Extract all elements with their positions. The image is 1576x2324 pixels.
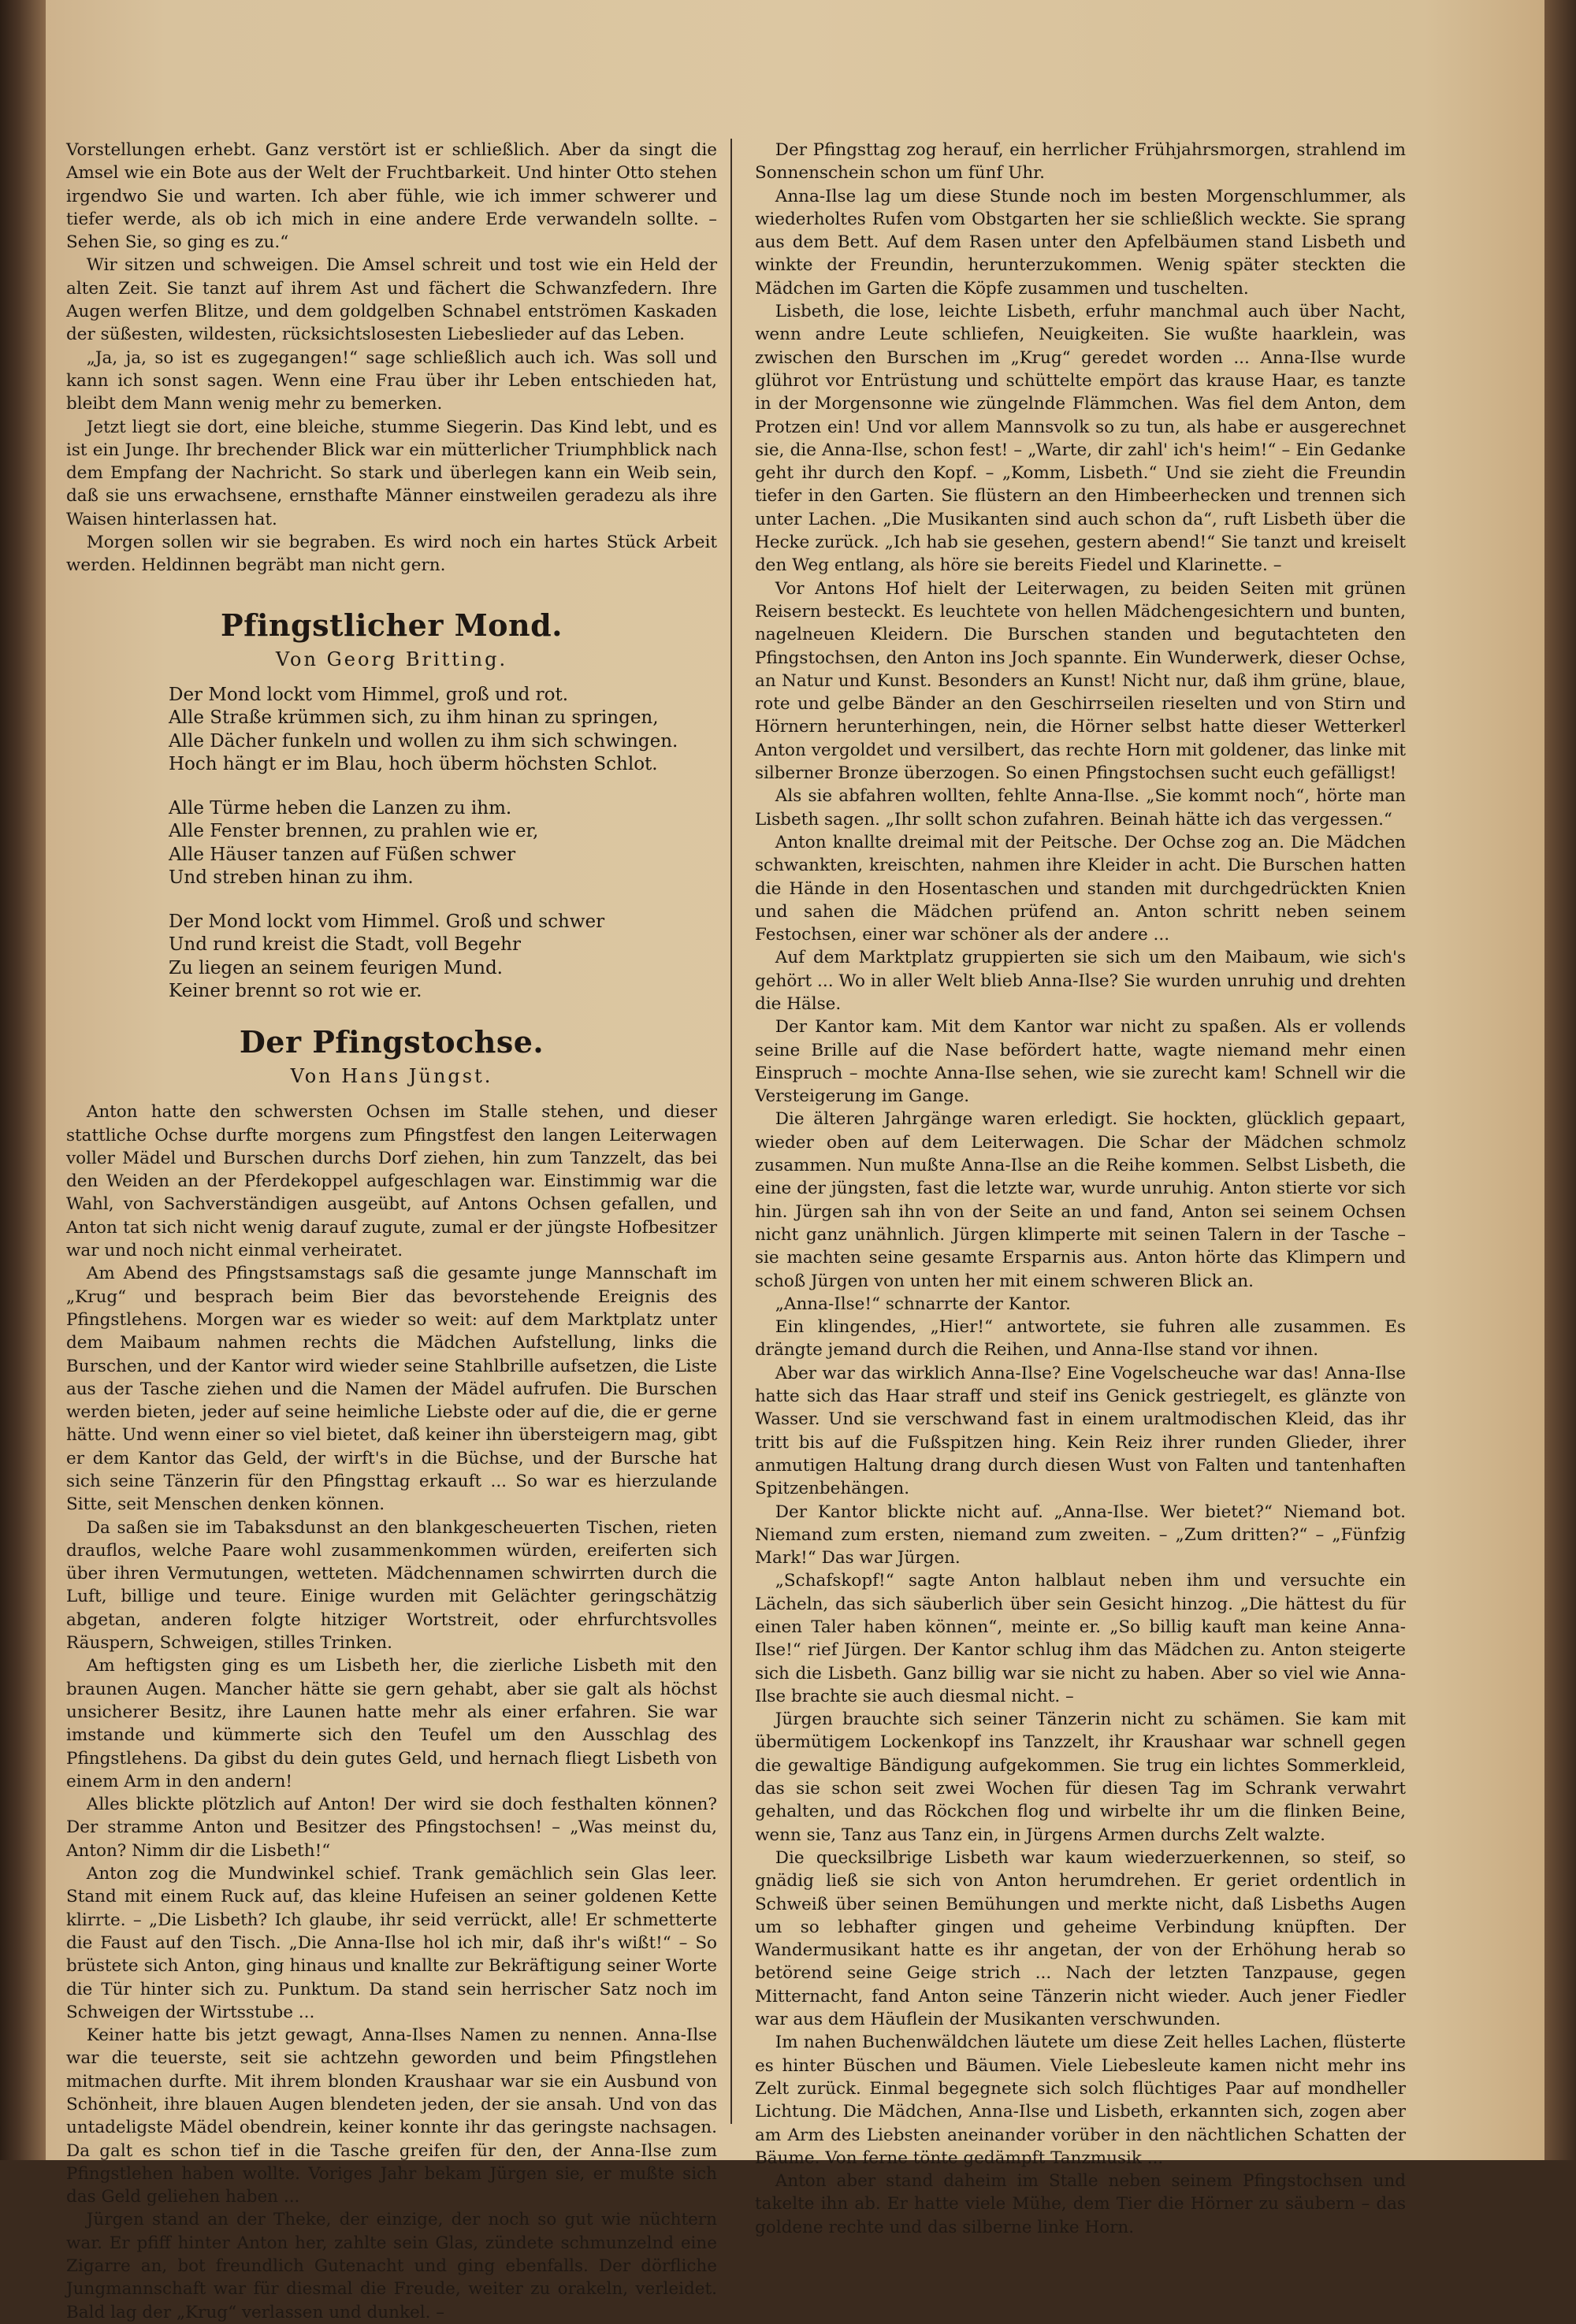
paragraph: Der Kantor kam. Mit dem Kantor war nicht zu spaßen. Als er vollends seine Brille auf die Nase befördert hatte, wagte niemand mehr einen Einspruch – mochte Anna-Ilse sehen, wie sie zurecht kam! Schnell wir die Versteigerung im Gange. — [755, 1017, 1406, 1107]
paragraph: Anna-Ilse lag um diese Stunde noch im besten Morgenschlummer, als wiederholtes Rufen vom Obstgarten her sie schließlich weckte. Sie sprang aus dem Bett. Auf dem Rasen unter den Apfelbäumen stand Lisbeth und winkte der Freundin, herunterzukommen. Wenig später steckten die Mädchen im Garten die Köpfe zusammen und tuschelten. — [755, 186, 1406, 299]
paragraph: Der Pfingsttag zog herauf, ein herrlicher Frühjahrsmorgen, strahlend im Sonnenschein schon um fünf Uhr. — [755, 140, 1406, 184]
story-continuation — [66, 139, 717, 577]
poem-line: Keiner brennt so rot wie er. — [169, 981, 422, 1002]
right-column — [755, 139, 1406, 2237]
paragraph: Anton hatte den schwersten Ochsen im Stalle stehen, und dieser stattliche Ochse durfte morgens zum Pfingstfest den langen Leiterwagen voller Mädel und Burschen durchs Dorf ziehen, hin zum Tanzzelt, das bei den Weiden an der Pferdekoppel aufgeschlagen war. Einstimmig war die Wahl, von Sachverständigen ausgeübt, auf Antons Ochsen gefallen, und Anton tat sich nicht wenig darauf zugute, zumal er der jüngste Hofbesitzer war und noch nicht einmal verheiratet. — [66, 1102, 717, 1261]
poem-line: Alle Häuser tanzen auf Füßen schwer — [169, 844, 516, 865]
paragraph: Jürgen brauchte sich seiner Tänzerin nicht zu schämen. Sie kam mit übermütigem Lockenkopf ins Tanzzelt, ihr Kraushaar war schnell gegen die gewaltige Bändigung aufgekommen. Sie trug ein lichtes Sommerkleid, das sie schon seit zwei Wochen für diesen Tag im Schrank verwahrt gehalten, und das Röckchen flog und wirbelte ihr um die flinken Beine, wenn sie, Tanz aus Tanz ein, in Jürgens Armen durchs Zelt walzte. — [755, 1710, 1406, 1845]
poem-line: Der Mond lockt vom Himmel, groß und rot. — [169, 684, 569, 705]
poem-stanza — [169, 684, 717, 777]
poem-line: Hoch hängt er im Blau, hoch überm höchsten Schlot. — [169, 754, 658, 775]
paragraph: „Ja, ja, so ist es zugegangen!“ sage schließlich auch ich. Was soll und kann ich sonst sagen. Wenn eine Frau über ihr Leben entschieden hat, bleibt dem Mann wenig mehr zu bemerken. — [66, 347, 717, 414]
book-gutter-right — [1544, 0, 1576, 2160]
paragraph: Die quecksilbrige Lisbeth war kaum wiederzuerkennen, so steif, so gnädig ließ sie sich von Anton herumdrehen. Er geriet ordentlich in Schweiß über seinen Bemühungen und merkte nicht, daß Lisbeths Augen um so lebhafter gingen und geheime Verbindung knüpften. Der Wandermusikant hatte es ihr angetan, der von der Erhöhung herab so betörend seine Geige strich ... Nach der letzten Tanzpause, gegen Mitternacht, fand Anton seine Tänzerin nicht wieder. Auch jener Fiedler war aus dem Häuflein der Musikanten verschwunden. — [755, 1847, 1406, 2030]
paragraph: Alles blickte plötzlich auf Anton! Der wird sie doch festhalten können? Der stramme Anton und Besitzer des Pfingstochsen! – „Was meinst du, Anton? Nimm dir die Lisbeth!“ — [66, 1795, 717, 1861]
paragraph: Anton aber stand daheim im Stalle neben seinem Pfingstochsen und takelte ihn ab. Er hatte viele Mühe, dem Tier die Hörner zu säubern – das goldene rechte und das silberne linke Horn. — [755, 2171, 1406, 2237]
paragraph: „Schafskopf!“ sagte Anton halblaut neben ihm und versuchte ein Lächeln, das sich säuberlich über sein Gesicht hinzog. „Die hättest du für einen Taler haben können“, meinte er. „So billig kauft man keine Anna-Ilse!“ rief Jürgen. Der Kantor schlug ihm das Mädchen zu. Anton steigerte sich die Lisbeth. Ganz billig war sie nicht zu haben. Aber so viel wie Anna-Ilse brachte sie auch diesmal nicht. – — [755, 1571, 1406, 1706]
book-gutter-left — [0, 0, 46, 2160]
paragraph: Da saßen sie im Tabaksdunst an den blankgescheuerten Tischen, rieten drauflos, welche Paare wohl zusammenkommen würden, ereiferten sich über ihren Vermutungen, wetteten. Mädchennamen schwirrten durch die Luft, billige und teure. Einige wurden mit Gelächter geringschätzig abgetan, anderen folgte hitziger Wortstreit, oder ehrfurchtsvolles Räuspern, Schweigen, stilles Trinken. — [66, 1517, 717, 1654]
paragraph: Ein klingendes, „Hier!“ antwortete, sie fuhren alle zusammen. Es drängte jemand durch die Reihen, und Anna-Ilse stand vor ihnen. — [755, 1317, 1406, 1361]
paragraph: Der Kantor blickte nicht auf. „Anna-Ilse. Wer bietet?“ Niemand bot. Niemand zum ersten, niemand zum zweiten. – „Zum dritten?“ – „Fünfzig Mark!“ Das war Jürgen. — [755, 1502, 1406, 1569]
paragraph: Anton zog die Mundwinkel schief. Trank gemächlich sein Glas leer. Stand mit einem Ruck auf, das kleine Hufeisen an seiner goldenen Kette klirrte. – „Die Lisbeth? Ich glaube, ihr seid verrückt, alle! Er schmetterte die Faust auf den Tisch. „Die Anna-Ilse hol ich mir, daß ihr's wißt!“ – So brüstete sich Anton, ging hinaus und knallte zur Bekräftigung seiner Worte die Tür hinter sich zu. Punktum. Da stand sein herrischer Satz noch im Schweigen der Wirtsstube ... — [66, 1864, 717, 2022]
paragraph: Vor Antons Hof hielt der Leiterwagen, zu beiden Seiten mit grünen Reisern besteckt. Es leuchtete von hellen Mädchengesichtern und bunten, nagelneuen Kleidern. Die Burschen standen und begutachteten den Pfingstochsen, den Anton ins Joch spannte. Ein Wunderwerk, dieser Ochse, an Natur und Kunst. Besonders an Kunst! Nicht nur, daß ihm grüne, blaue, rote und gelbe Bänder an den Geschirrseilen rieselten und von Stirn und Hörnern herunterhingen, nein, die Hörner selbst hatte dieser Wetterkerl Anton vergoldet und versilbert, das rechte Horn mit goldener, das linke mit silberner Bronze überzogen. So einen Pfingstochsen sucht euch gefälligst! — [755, 578, 1406, 784]
poem — [169, 684, 717, 1004]
poem-line: Zu liegen an seinem feurigen Mund. — [169, 957, 503, 978]
story-title: Der Pfingstochse. — [239, 1023, 545, 1060]
paragraph: Jetzt liegt sie dort, eine bleiche, stumme Siegerin. Das Kind lebt, und es ist ein Junge. Ihr brechender Blick war ein mütterlicher Triumphblick nach dem Empfang der Nachricht. So stark und überlegen kann ein Weib sein, daß sie uns erwachsene, ernsthafte Männer einstweilen geradezu als ihre Waisen hinterlassen hat. — [66, 417, 717, 529]
left-column — [66, 139, 717, 2322]
paragraph: Jürgen stand an der Theke, der einzige, der noch so gut wie nüchtern war. Er pfiff hinter Anton her, zahlte sein Glas, zündete schmunzelnd eine Zigarre an, bot freundlich Gutenacht und ging ebenfalls. Der dörfliche Jungmannschaft war für diesmal die Freude, weiter zu orakeln, verleidet. Bald lag der „Krug“ verlassen und dunkel. – — [66, 2210, 717, 2322]
paragraph: Die älteren Jahrgänge waren erledigt. Sie hockten, glücklich gepaart, wieder oben auf dem Leiterwagen. Die Schar der Mädchen schmolz zusammen. Nun mußte Anna-Ilse an die Reihe kommen. Selbst Lisbeth, die eine der jüngsten, fast die letzte war, wurde unruhig. Anton stierte vor sich hin. Jürgen sah ihn von der Seite an und fand, Anton sei seinem Ochsen nicht ganz unähnlich. Jürgen klimperte mit seinen Talern in der Tasche – sie machten seine gesamte Ersparnis aus. Anton hörte das Klimpern und schoß Jürgen von unten her mit einem schweren Blick an. — [755, 1109, 1406, 1291]
poem-title: Pfingstlicher Mond. — [221, 607, 563, 643]
paragraph: Vorstellungen erhebt. Ganz verstört ist er schließlich. Aber da singt die Amsel wie ein Bote aus der Welt der Fruchtbarkeit. Und hinter Otto stehen irgendwo Sie und warten. Ich aber fühle, wie ich immer schwerer und tiefer werde, als ob ich mich in eine andere Erde verwandeln sollte. – Sehen Sie, so ging es zu.“ — [66, 140, 717, 253]
poem-author: Von Georg Britting. — [275, 648, 508, 670]
paragraph: Im nahen Buchenwäldchen läutete um diese Zeit helles Lachen, flüsterte es hinter Büschen und Bäumen. Viele Liebesleute kamen nicht mehr ins Zelt zurück. Einmal begegnete sich solch flüchtiges Paar auf mondheller Lichtung. Die Mädchen, Anna-Ilse und Lisbeth, erkannten sich, zogen aber am Arm des Liebsten aneinander vorüber in den nächtlichen Schatten der Bäume. Von ferne tönte gedämpft Tanzmusik ... — [755, 2033, 1406, 2168]
poem-line: Alle Fenster brennen, zu prahlen wie er, — [169, 821, 539, 842]
poem-line: Und rund kreist die Stadt, voll Begehr — [169, 934, 521, 956]
story-body — [66, 1101, 717, 2324]
paragraph: Lisbeth, die lose, leichte Lisbeth, erfuhr manchmal auch über Nacht, wenn andre Leute schliefen, Neuigkeiten. Sie wußte haarklein, was zwischen den Burschen im „Krug“ geredet worden ... Anna-Ilse wurde glührot vor Entrüstung und schüttelte empört das krause Haar, es tanzte in der Morgensonne wie züngelnde Flämmchen. Was fiel dem Anton, dem Protzen ein! Und vor allem Mannsvolk so zu tun, als habe er ausgerechnet sie, die Anna-Ilse, schon fest! – „Warte, dir zahl' ich's heim!“ – Ein Gedanke geht ihr durch den Kopf. – „Komm, Lisbeth.“ Und sie zieht die Freundin tiefer in den Garten. Sie flüstern an den Himbeerhecken und trennen sich unter Lachen. „Die Musikanten sind auch schon da“, ruft Lisbeth über die Hecke zurück. „Ich hab sie gesehen, gestern abend!“ Sie tanzt und kreiselt den Weg entlang, als höre sie bereits Fiedel und Klarinette. – — [755, 302, 1406, 576]
paragraph: Morgen sollen wir sie begraben. Es wird noch ein hartes Stück Arbeit werden. Heldinnen begräbt man nicht gern. — [66, 533, 717, 576]
paragraph: „Anna-Ilse!“ schnarrte der Kantor. — [775, 1294, 1071, 1314]
poem-line: Alle Dächer funkeln und wollen zu ihm sich schwingen. — [169, 730, 678, 752]
paragraph: Keiner hatte bis jetzt gewagt, Anna-Ilses Namen zu nennen. Anna-Ilse war die teuerste, seit sie achtzehn geworden und beim Pfingstlehen mitmachen durfte. Mit ihrem blonden Kraushaar war sie ein Ausbund von Schönheit, ihre blauen Augen blendeten jeden, der sie ansah. Und von das untadeligste Mädel obendrein, keiner konnte ihr das geringste nachsagen. Da galt es schon tief in die Tasche greifen für den, der Anna-Ilse zum Pfingstlehen haben wollte. Voriges Jahr bekam Jürgen sie, er mußte sich das Geld geliehen haben ... — [66, 2025, 717, 2207]
paragraph: Am Abend des Pfingstsamstags saß die gesamte junge Mannschaft im „Krug“ und besprach beim Bier das bevorstehende Ereignis des Pfingstlehens. Morgen war es wieder so weit: auf dem Marktplatz unter dem Maibaum nahmen rechts die Mädchen Aufstellung, links die Burschen, und der Kantor wird wieder seine Stahlbrille aufsetzen, die Liste aus der Tasche ziehen und die Namen der Mädel aufrufen. Die Burschen werden bieten, jeder auf seine heimliche Liebste oder auf die, die er gerne hätte. Und wenn einer so viel bietet, daß keiner ihn übersteigern mag, gibt er dem Kantor das Geld, der wirft's in die Büchse, und der Bursche hat sich seine Tänzerin für den Pfingsttag erkauft ... So war es hierzulande Sitte, seit Menschen denken können. — [66, 1264, 717, 1515]
paragraph: Am heftigsten ging es um Lisbeth her, die zierliche Lisbeth mit den braunen Augen. Mancher hätte sie gern gehabt, aber sie galt als höchst unsicherer Besitz, ihre Launen hatte mehr als einer erfahren. Sie war imstande und kümmerte sich den Teufel um den Ausschlag des Pfingstlehens. Da gibst du dein gutes Geld, und hernach fliegt Lisbeth von einem Arm in den andern! — [66, 1656, 717, 1791]
poem-stanza — [169, 911, 717, 1004]
paragraph: Anton knallte dreimal mit der Peitsche. Der Ochse zog an. Die Mädchen schwankten, kreischten, nahmen ihre Kleider in acht. Die Burschen hatten die Hände in den Hosentaschen und standen mit durchgedrückten Knien und sahen die Mädchen prüfend an. Anton schritt neben seinem Festochsen, einer war schöner als der andere ... — [755, 832, 1406, 945]
paragraph: Aber war das wirklich Anna-Ilse? Eine Vogelscheuche war das! Anna-Ilse hatte sich das Haar straff und steif ins Genick gestriegelt, es glänzte von Wasser. Und sie verschwand fast in einem uraltmodischen Kleid, das ihr tritt bis auf die Fußspitzen hing. Kein Reiz ihrer runden Glieder, ihrer anmutigen Haltung drang durch diesen Wust von Falten und tantenhaften Spitzenbehängen. — [755, 1363, 1406, 1499]
story-author: Von Hans Jüngst. — [290, 1064, 493, 1087]
poem-line: Der Mond lockt vom Himmel. Groß und schwer — [169, 911, 605, 932]
poem-line: Und streben hinan zu ihm. — [169, 867, 414, 889]
paragraph: Auf dem Marktplatz gruppierten sie sich um den Maibaum, wie sich's gehört ... Wo in aller Welt blieb Anna-Ilse? Sie wurden unruhig und drehten die Hälse. — [755, 948, 1406, 1014]
paragraph: Als sie abfahren wollten, fehlte Anna-Ilse. „Sie kommt noch“, hörte man Lisbeth sagen. „Ihr sollt schon zufahren. Beinah hätte ich das vergessen.“ — [755, 786, 1406, 830]
poem-line: Alle Türme heben die Lanzen zu ihm. — [169, 797, 512, 819]
column-divider — [730, 139, 732, 2124]
poem-stanza — [169, 797, 717, 890]
poem-line: Alle Straße krümmen sich, zu ihm hinan zu springen, — [169, 707, 659, 729]
paragraph: Wir sitzen und schweigen. Die Amsel schreit und tost wie ein Held der alten Zeit. Sie tanzt auf ihrem Ast und fächert die Schwanzfedern. Ihre Augen werfen Blitze, und dem goldgelben Schnabel entströmen Kaskaden der süßesten, wildesten, rücksichtslosesten Liebeslieder auf das Leben. — [66, 255, 717, 345]
